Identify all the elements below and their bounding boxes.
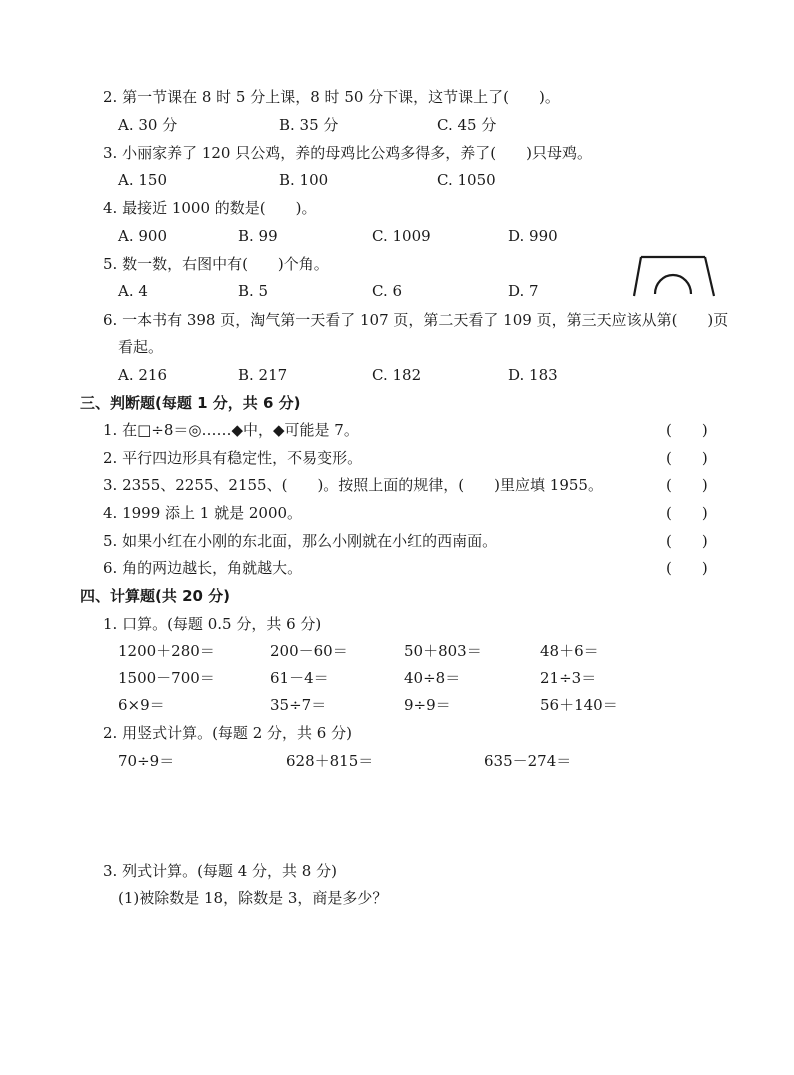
judge-answer-2[interactable]: ( ) — [666, 449, 708, 467]
oral-item: 50＋803＝ — [404, 642, 482, 660]
judge-answer-1[interactable]: ( ) — [666, 421, 708, 439]
oral-item: 40÷8＝ — [404, 669, 461, 687]
oral-item: 200－60＝ — [270, 642, 348, 660]
oral-item: 6×9＝ — [118, 696, 165, 714]
q6-option-a: A. 216 — [118, 366, 167, 384]
judge-item-2: 2. 平行四边形具有稳定性，不易变形。 — [103, 449, 363, 467]
judge-answer-5[interactable]: ( ) — [666, 532, 708, 550]
judge-item-4: 4. 1999 添上 1 就是 2000。 — [103, 504, 303, 522]
q2-option-a: A. 30 分 — [118, 116, 178, 134]
oral-calc-heading: 1. 口算。(每题 0.5 分，共 6 分) — [103, 615, 322, 633]
q4-option-a: A. 900 — [118, 227, 167, 245]
q6-option-b: B. 217 — [238, 366, 288, 384]
judge-item-6: 6. 角的两边越长，角就越大。 — [103, 559, 303, 577]
vertical-item: 70÷9＝ — [118, 752, 175, 770]
q5-option-a: A. 4 — [118, 282, 148, 300]
oral-item: 35÷7＝ — [270, 696, 327, 714]
q4-option-c: C. 1009 — [372, 227, 431, 245]
oral-item: 56＋140＝ — [540, 696, 618, 714]
judge-answer-3[interactable]: ( ) — [666, 476, 708, 494]
oral-item: 1500－700＝ — [118, 669, 215, 687]
judge-item-3: 3. 2355、2255、2155、( )。按照上面的规律，( )里应填 1955。 — [103, 476, 603, 494]
vertical-item: 628＋815＝ — [286, 752, 374, 770]
judge-answer-6[interactable]: ( ) — [666, 559, 708, 577]
q6-option-d: D. 183 — [508, 366, 558, 384]
q2-stem: 2. 第一节课在 8 时 5 分上课，8 时 50 分下课，这节课上了( )。 — [103, 88, 560, 106]
q3-option-a: A. 150 — [118, 171, 167, 189]
judge-item-5: 5. 如果小红在小刚的东北面，那么小刚就在小红的西南面。 — [103, 532, 498, 550]
oral-item: 9÷9＝ — [404, 696, 451, 714]
judge-item-1: 1. 在□÷8＝◎……◆中，◆可能是 7。 — [103, 421, 359, 439]
list-calc-question-1: (1)被除数是 18，除数是 3，商是多少？ — [118, 889, 388, 907]
q2-option-b: B. 35 分 — [279, 116, 339, 134]
list-calc-heading: 3. 列式计算。(每题 4 分，共 8 分) — [103, 862, 337, 880]
q6-stem: 6. 一本书有 398 页，淘气第一天看了 107 页，第二天看了 109 页，第三天应该从第( )页 — [103, 311, 729, 329]
q5-stem: 5. 数一数，右图中有( )个角。 — [103, 255, 329, 273]
q3-option-b: B. 100 — [279, 171, 329, 189]
q3-option-c: C. 1050 — [437, 171, 496, 189]
q6-stem-continued: 看起。 — [118, 338, 164, 356]
q5-option-b: B. 5 — [238, 282, 269, 300]
oral-item: 1200＋280＝ — [118, 642, 215, 660]
oral-item: 48＋6＝ — [540, 642, 599, 660]
q4-stem: 4. 最接近 1000 的数是( )。 — [103, 199, 317, 217]
q4-option-d: D. 990 — [508, 227, 558, 245]
q5-option-c: C. 6 — [372, 282, 403, 300]
vertical-item: 635－274＝ — [484, 752, 572, 770]
calc-section-heading: 四、计算题(共 20 分) — [80, 587, 231, 605]
q5-option-d: D. 7 — [508, 282, 539, 300]
angle-figure — [632, 254, 718, 300]
judge-answer-4[interactable]: ( ) — [666, 504, 708, 522]
q3-stem: 3. 小丽家养了 120 只公鸡，养的母鸡比公鸡多得多，养了( )只母鸡。 — [103, 144, 592, 162]
q4-option-b: B. 99 — [238, 227, 278, 245]
oral-item: 21÷3＝ — [540, 669, 597, 687]
oral-item: 61－4＝ — [270, 669, 329, 687]
q6-option-c: C. 182 — [372, 366, 422, 384]
q2-option-c: C. 45 分 — [437, 116, 497, 134]
judge-section-heading: 三、判断题(每题 1 分，共 6 分) — [80, 394, 301, 412]
vertical-calc-heading: 2. 用竖式计算。(每题 2 分，共 6 分) — [103, 724, 352, 742]
